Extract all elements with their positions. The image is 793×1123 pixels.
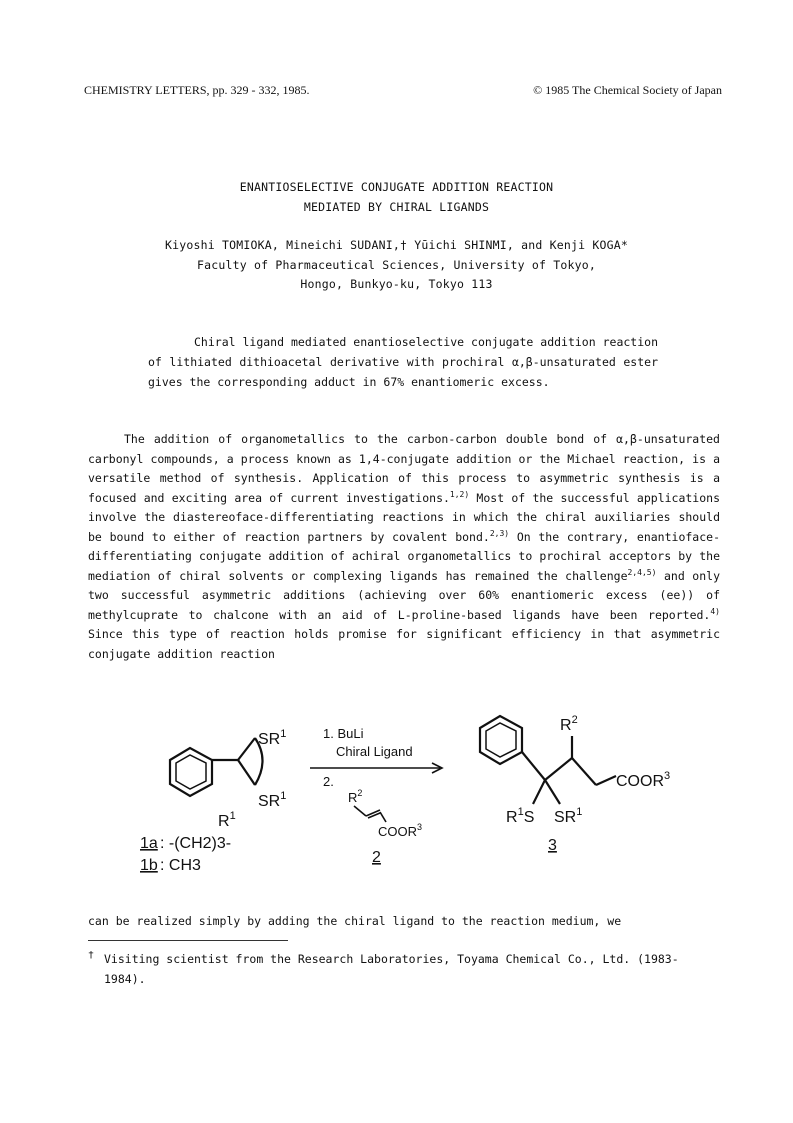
product-coor3-label: COOR$^3$ (616, 770, 671, 790)
body-text-4: and only two successful asymmetric additions (achieving over 60% enantiomeric excess (ee)) of methylcuprate to chalcone with an aid of L-proline-based ligands have been reported. (88, 568, 720, 622)
acrylate-bonds (354, 806, 386, 822)
abstract (148, 332, 658, 392)
affiliation-line-1: Faculty of Pharmaceutical Sciences, University of Tokyo, (197, 258, 596, 272)
compound-2-number: 2 (372, 849, 381, 866)
product-r1s-label: $R^1S$ (506, 806, 535, 826)
dithioacetal-bonds (212, 738, 263, 785)
page-header (84, 83, 722, 99)
dagger-mark: † (88, 950, 95, 961)
step-1-ligand: Chiral Ligand (336, 744, 413, 759)
compound-3-number: 3 (548, 837, 557, 854)
footnote-divider (88, 940, 288, 941)
compound-1a-label: 1a (140, 835, 158, 852)
compound-1b-label: 1b (140, 857, 158, 874)
body-paragraph (88, 430, 720, 664)
reaction-arrow (310, 763, 442, 773)
footnote-text: Visiting scientist from the Research Laboratories, Toyama Chemical Co., Ltd. (1983-1984). (104, 952, 679, 986)
author-names: Kiyoshi TOMIOKA, Mineichi SUDANI,† Yūichi SHINMI, and Kenji KOGA* (164, 238, 629, 252)
sr1-bottom-label: $SR^1$ (258, 790, 287, 810)
abstract-text: Chiral ligand mediated enantioselective conjugate addition reaction of lithiated dithioacetal derivative with prochiral α,β-unsaturated ester gives the corresponding adduct in 67% enantiomeric excess. (148, 335, 658, 389)
compound-1b-definition: : CH3 (160, 857, 201, 874)
product-sr1-label: $SR^1$ (554, 806, 583, 826)
journal-citation: CHEMISTRY LETTERS, pp. 329 - 332, 1985. (84, 83, 310, 97)
coor3-reagent-label: COOR$^3$ (378, 822, 423, 839)
benzene-ring-reactant (170, 748, 212, 796)
product-bonds (522, 736, 616, 804)
benzene-ring-product (480, 716, 522, 764)
citation-ref: 2,3) (489, 528, 510, 538)
affiliation-line-2: Hongo, Bunkyo-ku, Tokyo 113 (300, 277, 493, 291)
sr1-top-label: $SR^1$ (258, 728, 287, 748)
copyright-notice: © 1985 The Chemical Society of Japan (533, 83, 722, 97)
body-text-2: Most of the successful applications involve the diastereoface-differentiating reactions in which the chiral auxiliaries should be bound to either of reaction partners by covalent bond. (88, 490, 721, 544)
citation-ref: 1,2) (449, 489, 470, 499)
title-line-1: ENANTIOSELECTIVE CONJUGATE ADDITION REACTION (239, 180, 554, 194)
citation-ref: 4) (710, 606, 720, 616)
body-text-3: On the contrary, enantioface-differentiating conjugate addition of achiral organometallics to prochiral acceptors by the mediation of chiral solvents or complexing ligands has remained the challenge (88, 529, 720, 583)
reaction-scheme (140, 700, 720, 875)
compound-1a-definition: : -(CH2)3- (160, 835, 232, 852)
product-r2-label: $R^2$ (560, 714, 578, 734)
body-text-1: The addition of organometallics to the carbon-carbon double bond of α,β-unsaturated carbonyl compounds, a process known as 1,4-conjugate addition or the Michael reaction, is a versatile method of synthesis. Application of this process to asymmetric synthesis is a focused and exciting area of current investigations. (88, 432, 720, 505)
citation-ref: 2,4,5) (627, 567, 657, 577)
step-1-reagent: 1. BuLi (323, 726, 364, 741)
continuation-line: can be realized simply by adding the chiral ligand to the reaction medium, we (88, 914, 622, 928)
step-2-label: 2. (323, 774, 334, 789)
r1-label: $R^1$ (218, 810, 236, 830)
footnote (88, 950, 720, 989)
r2-reagent-label: $R^2$ (348, 788, 363, 805)
title-line-2: MEDIATED BY CHIRAL LIGANDS (303, 200, 490, 214)
body-text-5: Since this type of reaction holds promise for significant efficiency in that asymmetric conjugate addition reaction (88, 627, 720, 661)
